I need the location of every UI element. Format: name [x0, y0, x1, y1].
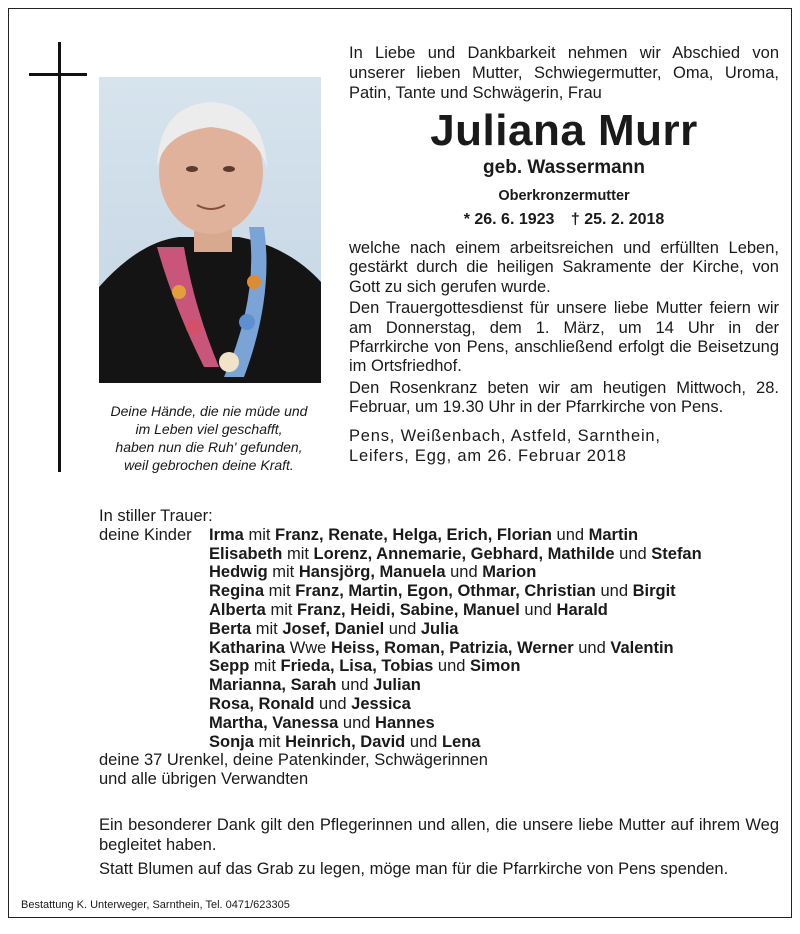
place-line: Pens, Weißenbach, Astfeld, Sarnthein,: [349, 426, 661, 445]
family-names: Hansjörg, Manuela: [298, 563, 446, 582]
connector-text: mit: [265, 600, 298, 619]
donation-text: Statt Blumen auf das Grab zu legen, möge man für die Pfarrkirche von Pens spenden.: [99, 860, 729, 878]
body-text: [349, 239, 779, 418]
honorific-title: Oberkronzermutter: [498, 188, 630, 204]
life-dates: [349, 209, 779, 231]
birth-date: * 26. 6. 1923: [463, 211, 555, 228]
family-names: Franz, Heidi, Sabine, Manuel: [297, 600, 520, 619]
mourning-label: In stiller Trauer:: [99, 507, 213, 525]
child-family-row: [209, 563, 702, 582]
children-block: [99, 526, 779, 752]
poem: [89, 402, 329, 474]
family-names: Marion: [482, 563, 537, 582]
death-date: † 25. 2. 2018: [570, 211, 665, 228]
family-names: Stefan: [651, 544, 702, 563]
obituary-notice: [8, 8, 792, 918]
family-names: Heinrich, David: [285, 732, 406, 751]
connector-text: und: [338, 713, 376, 732]
relatives-line: und alle übrigen Verwandten: [99, 770, 309, 789]
children-prefix: deine Kinder: [99, 525, 192, 544]
family-names: Hannes: [375, 713, 435, 732]
family-names: Regina: [209, 582, 265, 601]
connector-text: mit: [251, 619, 283, 638]
family-names: Martha, Vanessa: [209, 713, 339, 732]
connector-text: mit: [243, 525, 276, 544]
child-family-row: [209, 657, 702, 676]
connector-text: mit: [249, 657, 281, 676]
place-line: Leifers, Egg, am 26. Februar 2018: [349, 446, 627, 465]
family-names: Lorenz, Annemarie, Gebhard, Mathilde: [313, 544, 615, 563]
connector-text: mit: [282, 544, 314, 563]
family-names: Rosa, Ronald: [209, 694, 315, 713]
family-names: Julian: [373, 676, 421, 695]
family-names: Franz, Martin, Egon, Othmar, Christian: [295, 582, 596, 601]
cross-icon: [58, 42, 61, 472]
family-names: Birgit: [632, 582, 676, 601]
connector-text: und: [445, 563, 483, 582]
connector-text: und: [433, 657, 471, 676]
connector-text: mit: [253, 732, 286, 751]
child-family-row: [209, 695, 702, 714]
family-names: Heiss, Roman, Patrizia, Werner: [330, 638, 574, 657]
family-names: Harald: [556, 600, 608, 619]
child-family-row: [209, 620, 702, 639]
family-names: Jessica: [351, 694, 411, 713]
cross-icon-bar: [29, 73, 87, 76]
deceased-name: Juliana Murr: [430, 106, 698, 155]
family-names: Josef, Daniel: [282, 619, 385, 638]
poem-line: weil gebrochen deine Kraft.: [124, 457, 294, 473]
child-family-row: [209, 714, 702, 733]
child-family-row: [209, 601, 702, 620]
child-family-row: [209, 545, 702, 564]
place-date: [349, 426, 779, 466]
family-names: Franz, Renate, Helga, Erich, Florian: [275, 525, 552, 544]
family-names: Lena: [441, 732, 481, 751]
family-names: Valentin: [610, 638, 674, 657]
connector-text: und: [405, 732, 442, 751]
connector-text: und: [336, 676, 374, 695]
child-family-row: [209, 733, 702, 752]
family-names: Irma: [209, 525, 244, 544]
main-column: [349, 43, 779, 466]
family-names: Alberta: [209, 600, 266, 619]
connector-text: und: [614, 544, 652, 563]
connector-text: und: [573, 638, 611, 657]
paragraph: Den Trauergottesdienst für unsere liebe Mutter feiern wir am Donnerstag, dem 1. März, um 14 Uhr in der Pfarrkirche von Pens, anschließend erfolgt die Beisetzung im Ortsfriedhof.: [349, 299, 779, 376]
poem-line: im Leben viel geschafft,: [135, 421, 283, 437]
paragraph: welche nach einem arbeitsreichen und erfüllten Leben, gestärkt durch die heiligen Sakramente der Kirche, von Gott zu sich gerufen wurde.: [349, 239, 779, 296]
paragraph: Den Rosenkranz beten wir am heutigen Mittwoch, 28. Februar, um 19.30 Uhr in der Pfarrkirche von Pens.: [349, 378, 779, 417]
portrait-photo: [99, 77, 321, 383]
family-names: Martin: [588, 525, 639, 544]
child-family-row: [209, 639, 702, 658]
relatives-line: deine 37 Urenkel, deine Patenkinder, Schwägerinnen: [99, 751, 488, 770]
children-list: [209, 526, 702, 752]
connector-text: und: [595, 582, 633, 601]
family-names: Marianna, Sarah: [209, 676, 337, 695]
family-names: Sepp: [209, 657, 250, 676]
family-names: Berta: [209, 619, 252, 638]
poem-line: Deine Hände, die nie müde und: [110, 403, 308, 419]
connector-text: und: [384, 619, 421, 638]
family-names: Hedwig: [209, 563, 268, 582]
child-family-row: [209, 526, 702, 545]
child-family-row: [209, 582, 702, 601]
intro-text: In Liebe und Dankbarkeit nehmen wir Abschied von unserer lieben Mutter, Schwiegermutter, Oma, Uroma, Patin, Tante und Schwägerin, Frau: [349, 44, 779, 102]
family-names: Frieda, Lisa, Tobias: [280, 657, 434, 676]
family-names: Julia: [420, 619, 459, 638]
thanks-section: [99, 815, 779, 883]
connector-text: mit: [267, 563, 299, 582]
family-names: Simon: [470, 657, 521, 676]
family-names: Elisabeth: [209, 544, 283, 563]
mourners-section: [99, 507, 779, 789]
connector-text: und: [519, 600, 557, 619]
family-names: Sonja: [209, 732, 254, 751]
family-names: Katharina: [209, 638, 286, 657]
connector-text: Wwe: [285, 638, 331, 657]
child-family-row: [209, 676, 702, 695]
thanks-text: Ein besonderer Dank gilt den Pflegerinnen und allen, die unsere liebe Mutter auf ihrem Weg begleitet haben.: [99, 816, 779, 854]
maiden-name: geb. Wassermann: [483, 157, 645, 178]
connector-text: und: [551, 525, 589, 544]
connector-text: und: [314, 694, 352, 713]
connector-text: mit: [264, 582, 296, 601]
poem-line: haben nun die Ruh' gefunden,: [115, 439, 303, 455]
funeral-home-footer: Bestattung K. Unterweger, Sarnthein, Tel. 0471/623305: [21, 899, 290, 911]
